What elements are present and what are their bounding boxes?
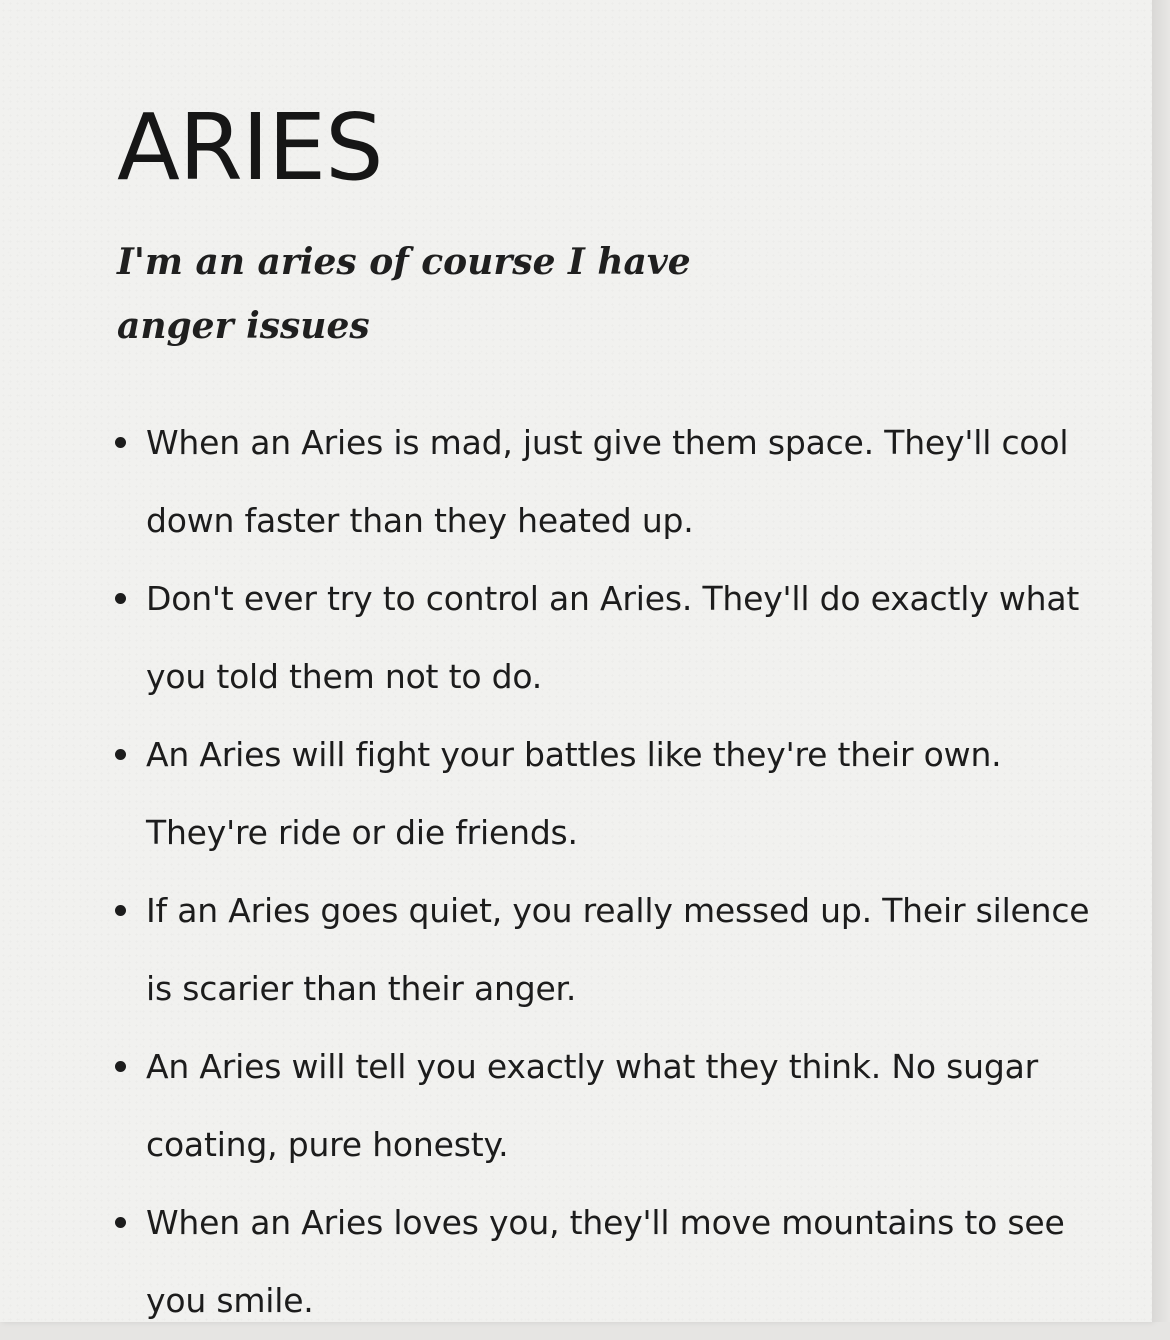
bullet-icon: [115, 1061, 126, 1072]
list-item: [113, 872, 1123, 1028]
fact-text: Don't ever try to control an Aries. They'll do exactly what you told them not to do.: [146, 579, 1080, 696]
bullet-icon: [115, 437, 126, 448]
fact-text: An Aries will fight your battles like they're their own. They're ride or die friends.: [146, 735, 1002, 852]
list-item: [113, 1028, 1123, 1184]
list-item: [113, 404, 1123, 560]
fact-text: An Aries will tell you exactly what they think. No sugar coating, pure honesty.: [146, 1047, 1038, 1164]
fact-text: When an Aries is mad, just give them space. They'll cool down faster than they heated up.: [146, 423, 1069, 540]
list-item: [113, 560, 1123, 716]
page-edge: [1152, 0, 1170, 1322]
page-title: ARIES: [117, 94, 383, 201]
fact-text: When an Aries loves you, they'll move mountains to see you smile.: [146, 1203, 1065, 1320]
facts-list: [113, 404, 1123, 1340]
bullet-icon: [115, 749, 126, 760]
list-item: [113, 1184, 1123, 1340]
bullet-icon: [115, 1217, 126, 1228]
bullet-icon: [115, 905, 126, 916]
list-item: [113, 716, 1123, 872]
bullet-icon: [115, 593, 126, 604]
subtitle: I'm an aries of course I have anger issues: [117, 241, 691, 347]
fact-text: If an Aries goes quiet, you really messed up. Their silence is scarier than their anger.: [146, 891, 1090, 1008]
